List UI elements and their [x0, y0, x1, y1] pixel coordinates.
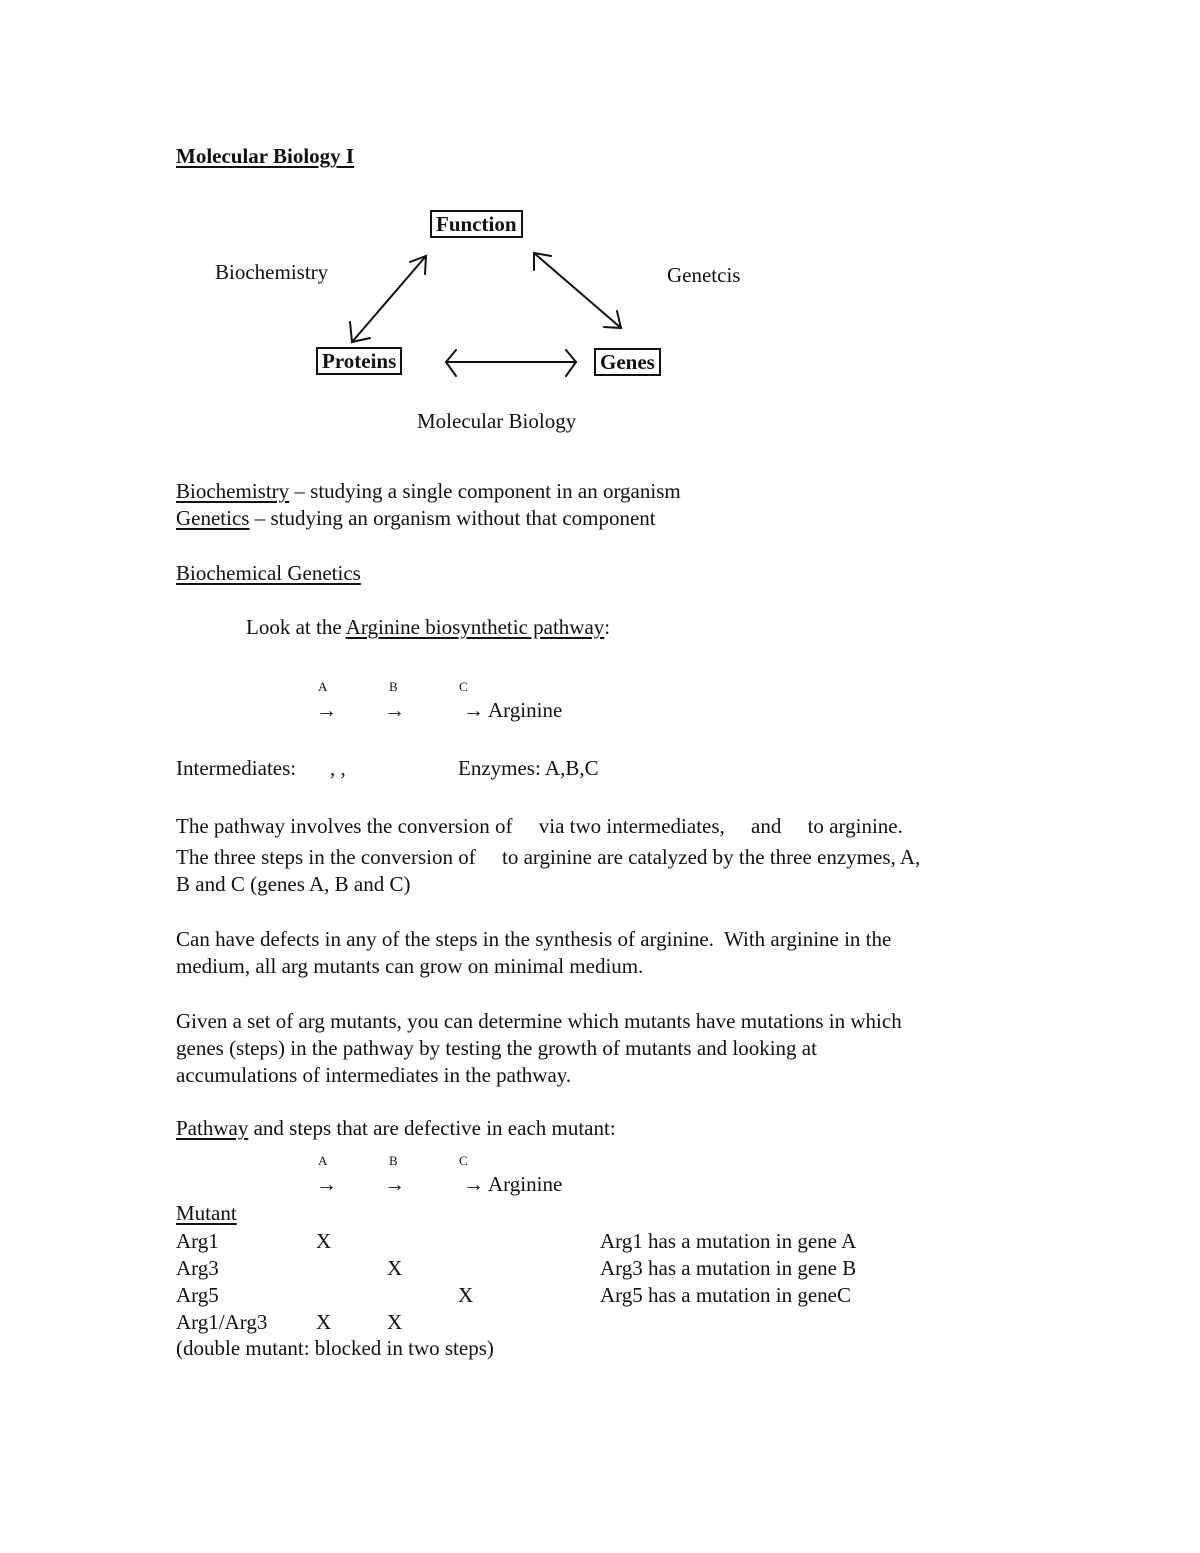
genetics-label: Genetcis — [667, 263, 741, 287]
term-genetics: Genetics — [176, 506, 250, 530]
mutant-header: Mutant — [176, 1201, 237, 1225]
mutant-mark: X — [387, 1256, 403, 1280]
arrow-proteins-function — [352, 256, 426, 342]
term-biochemistry: Biochemistry — [176, 479, 290, 503]
enzyme-c-label: C — [459, 1153, 468, 1168]
paragraph-line: B and C (genes A, B and C) — [176, 872, 411, 896]
mutant-mark: X — [387, 1310, 403, 1334]
mutant-note: Arg1 has a mutation in gene A — [600, 1229, 857, 1253]
mutant-name: Arg1 — [176, 1229, 219, 1253]
page-title: Molecular Biology I — [176, 144, 355, 168]
section-heading: Biochemical Genetics — [176, 561, 361, 585]
enzyme-b-label: B — [389, 1153, 398, 1168]
enzyme-a-label: A — [318, 679, 328, 694]
pathway-arrow-icon: → — [384, 698, 405, 722]
definition-text: – studying an organism without that component — [249, 506, 656, 530]
paragraph-line: genes (steps) in the pathway by testing the growth of mutants and looking at — [176, 1036, 817, 1060]
mutant-mark: X — [316, 1310, 332, 1334]
biochemistry-label: Biochemistry — [215, 260, 329, 284]
molecular-biology-label: Molecular Biology — [417, 409, 577, 433]
definition-biochemistry — [176, 478, 681, 505]
mutant-name: Arg1/Arg3 — [176, 1310, 268, 1334]
pathway-intro — [246, 614, 610, 641]
mutant-mark: X — [458, 1283, 474, 1307]
function-box: Function — [430, 210, 523, 238]
pathway-steps-line — [176, 1115, 616, 1142]
mutant-mark: X — [316, 1229, 332, 1253]
intermediates-label: Intermediates: — [176, 756, 297, 780]
pathway-intro-prefix: Look at the — [246, 615, 346, 639]
pathway-arrow-icon: → — [463, 1172, 484, 1196]
pathway-intro-suffix: : — [604, 615, 611, 639]
mutant-note: Arg3 has a mutation in gene B — [600, 1256, 857, 1280]
central-dogma-diagram — [0, 0, 1200, 460]
pathway-steps-link: Pathway — [176, 1116, 249, 1140]
paragraph-line: The three steps in the conversion of to arginine are catalyzed by the three enzymes, A, — [176, 845, 921, 869]
paragraph-line: medium, all arg mutants can grow on minimal medium. — [176, 954, 644, 978]
paragraph-line: accumulations of intermediates in the pathway. — [176, 1063, 572, 1087]
enzyme-c-label: C — [459, 679, 468, 694]
pathway-arrow-icon: → — [316, 1172, 337, 1196]
mutant-name: Arg3 — [176, 1256, 219, 1280]
intermediates-separators: , , — [330, 756, 346, 780]
enzyme-b-label: B — [389, 679, 398, 694]
pathway-arrow-icon: → — [463, 698, 484, 722]
arrow-function-genes — [534, 253, 621, 328]
paragraph-line: Given a set of arg mutants, you can determine which mutants have mutations in which — [176, 1009, 902, 1033]
pathway-product: Arginine — [488, 698, 563, 722]
paragraph-line: Can have defects in any of the steps in the synthesis of arginine. With arginine in the — [176, 927, 892, 951]
pathway-steps-suffix: and steps that are defective in each mutant: — [248, 1116, 616, 1140]
genes-box: Genes — [594, 348, 661, 376]
pathway-arrow-icon: → — [384, 1172, 405, 1196]
mutant-name: Arg5 — [176, 1283, 219, 1307]
proteins-box: Proteins — [316, 347, 402, 375]
definition-genetics — [176, 505, 656, 532]
pathway-arrow-icon: → — [316, 698, 337, 722]
pathway-product: Arginine — [488, 1172, 563, 1196]
enzymes-list: Enzymes: A,B,C — [458, 756, 599, 780]
enzyme-a-label: A — [318, 1153, 328, 1168]
definition-text: – studying a single component in an organism — [289, 479, 681, 503]
paragraph-line: The pathway involves the conversion of via two intermediates, and to arginine. — [176, 814, 903, 838]
pathway-link: Arginine biosynthetic pathway — [345, 615, 605, 639]
mutant-footnote: (double mutant: blocked in two steps) — [176, 1336, 494, 1360]
mutant-note: Arg5 has a mutation in geneC — [600, 1283, 851, 1307]
